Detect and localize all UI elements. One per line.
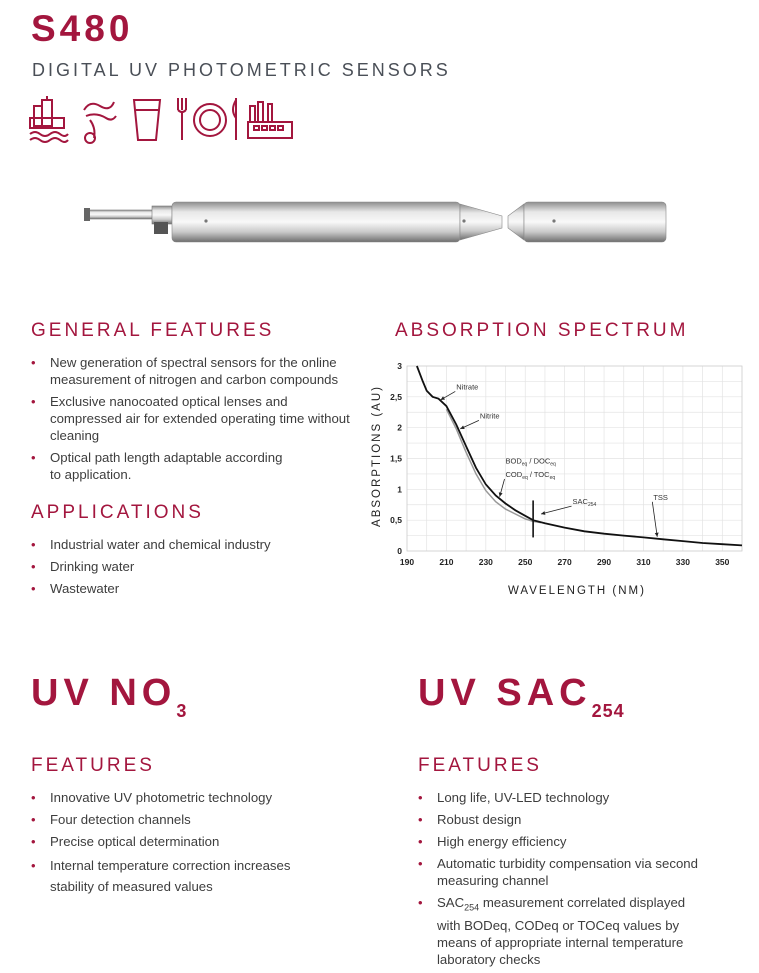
annotation-sub: eq xyxy=(521,461,528,468)
annotation-text: / DOC xyxy=(527,456,551,466)
uv-no3-title xyxy=(31,672,188,721)
chart-series xyxy=(417,366,742,545)
applications-heading: APPLICATIONS xyxy=(31,502,204,523)
absorption-spectrum-heading: ABSORPTION SPECTRUM xyxy=(395,320,689,341)
annotation-label xyxy=(480,411,500,420)
treatment-plant-icon xyxy=(248,102,292,138)
list-item: • Industrial water and chemical industry xyxy=(31,536,351,553)
annotation-arrow xyxy=(652,502,657,537)
uv-no3-title-text: UV NO xyxy=(31,672,177,714)
y-tick-label: 1 xyxy=(397,484,402,495)
y-tick-label: 1,5 xyxy=(390,453,402,464)
x-tick-labels xyxy=(400,557,730,567)
uv-sac254-features-heading: FEATURES xyxy=(418,755,542,776)
annotation-label xyxy=(653,493,668,502)
application-icons xyxy=(28,96,298,146)
absorption-chart xyxy=(368,358,748,602)
x-tick-label: 210 xyxy=(439,557,454,567)
general-features-heading: GENERAL FEATURES xyxy=(31,320,275,341)
list-item: • Optical path length adaptable according to application. xyxy=(31,449,290,483)
annotation-text: TSS xyxy=(653,492,668,502)
uv-no3-title-sub: 3 xyxy=(176,701,188,721)
x-tick-label: 350 xyxy=(715,557,730,567)
y-tick-label: 0,5 xyxy=(390,515,402,526)
list-item: • Wastewater xyxy=(31,580,351,597)
chemistry-icon xyxy=(84,102,116,143)
x-tick-label: 230 xyxy=(478,557,493,567)
x-tick-label: 310 xyxy=(636,557,651,567)
industry-icon xyxy=(30,96,68,142)
annotation-sub: eq xyxy=(549,475,556,481)
list-item: • Precise optical determination xyxy=(31,833,331,850)
annotation-text: SAC xyxy=(572,497,588,507)
sac-subscript: 254 xyxy=(464,902,480,913)
list-item xyxy=(418,894,697,968)
drinking-glass-icon xyxy=(134,100,160,140)
x-tick-label: 290 xyxy=(596,557,612,567)
annotation-arrowhead xyxy=(499,492,503,496)
y-tick-label: 2 xyxy=(397,422,402,433)
annotation-text: Nitrite xyxy=(479,411,500,421)
food-plate-icon xyxy=(178,98,236,140)
y-tick-label: 0 xyxy=(397,546,402,556)
list-item: • New generation of spectral sensors for the online measurement of nitrogen and carbon compounds xyxy=(31,354,351,388)
x-tick-label: 190 xyxy=(399,557,415,567)
annotation-sub: 254 xyxy=(587,502,597,509)
series-line-main xyxy=(417,366,742,545)
x-axis-label: WAVELENGTH (NM) xyxy=(508,585,646,597)
annotation-label xyxy=(506,456,557,467)
chart-grid xyxy=(407,366,742,551)
list-item: • Robust design xyxy=(418,811,718,828)
uv-sac254-title-text: UV SAC xyxy=(418,672,592,714)
uv-no3-features-heading: FEATURES xyxy=(31,755,155,776)
y-tick-labels xyxy=(390,361,402,556)
y-tick-label: 2,5 xyxy=(390,391,402,402)
annotation-text: Nitrate xyxy=(456,382,479,392)
uv-sac254-title xyxy=(418,672,625,721)
chart-annotations xyxy=(441,382,668,537)
annotation-label xyxy=(506,470,556,481)
x-tick-label: 330 xyxy=(675,557,690,567)
y-axis-label: ABSORPTIONS (AU) xyxy=(371,385,383,527)
sensor-image xyxy=(84,196,669,248)
list-item: • Long life, UV-LED technology xyxy=(418,789,718,806)
list-item: • Internal temperature correction increases stability of measured values xyxy=(31,855,310,897)
annotation-label xyxy=(456,382,478,391)
list-item: • Automatic turbidity compensation via second measuring channel xyxy=(418,855,707,889)
annotation-arrow xyxy=(541,506,572,514)
annotation-sub: eq xyxy=(550,461,556,468)
uv-sac254-features-list xyxy=(418,789,718,973)
list-item: • Drinking water xyxy=(31,558,351,575)
annotation-sub: eq xyxy=(522,475,528,481)
annotation-text: COD xyxy=(505,470,523,479)
annotation-text: BOD xyxy=(505,456,522,466)
list-item: • Innovative UV photometric technology xyxy=(31,789,331,806)
uv-sac254-title-sub: 254 xyxy=(591,701,625,721)
page-subtitle: DIGITAL UV PHOTOMETRIC SENSORS xyxy=(32,60,451,80)
x-tick-label: 270 xyxy=(557,557,572,567)
list-item: • High energy efficiency xyxy=(418,833,718,850)
annotation-arrowhead xyxy=(655,533,659,537)
list-item: • Four detection channels xyxy=(31,811,331,828)
page-title: S480 xyxy=(31,8,134,49)
sac-description: measurement correlated displayed with BODeq, CODeq or TOCeq values by means of appropriate internal temperature laboratory checks xyxy=(437,895,686,967)
y-tick-label: 3 xyxy=(397,361,402,371)
x-tick-label: 250 xyxy=(518,557,533,567)
sac-label: SAC xyxy=(437,895,465,910)
list-item: • Exclusive nanocoated optical lenses and compressed air for extended operating time without cleaning xyxy=(31,393,351,444)
annotation-text: / TOC xyxy=(527,470,550,479)
general-features-list xyxy=(31,354,351,488)
uv-no3-features-list xyxy=(31,789,331,902)
applications-list xyxy=(31,536,351,602)
